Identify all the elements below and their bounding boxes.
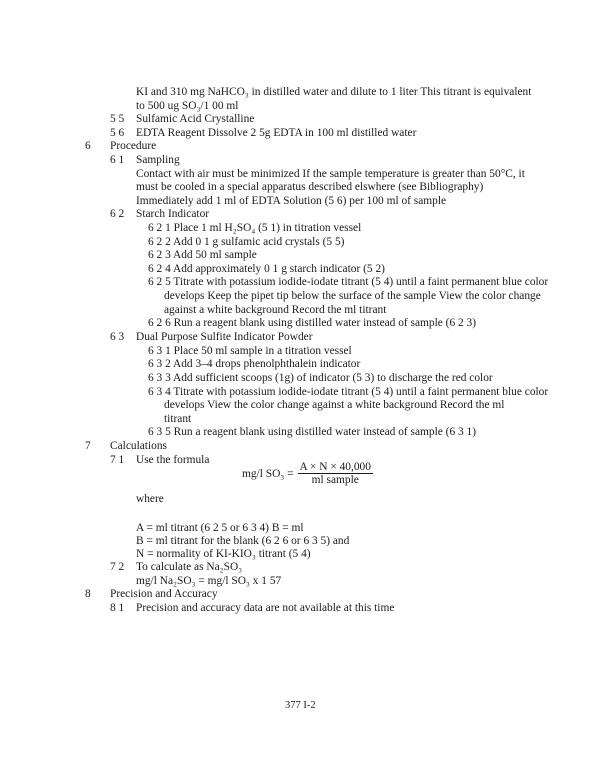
- section-heading: Procedure: [110, 140, 157, 152]
- text-line: KI and 310 mg NaHCO₃ in distilled water and dilute to 1 liter This titrant is equivalent: [136, 86, 532, 98]
- section-number: 7 2: [110, 561, 125, 573]
- definition: B = ml titrant for the blank (6 2 6 or 6 3 5) and: [136, 535, 350, 547]
- text-line: Precision and accuracy data are not available at this time: [136, 602, 395, 614]
- section-number: 6: [85, 140, 91, 152]
- section-heading: Sulfamic Acid Crystalline: [136, 113, 255, 125]
- step: 6 3 5 Run a reagent blank using distilled water instead of sample (6 3 1): [148, 426, 477, 438]
- text-line: Immediately add 1 ml of EDTA Solution (5 6) per 100 ml of sample: [136, 195, 447, 207]
- definition: A = ml titrant (6 2 5 or 6 3 4) B = ml: [136, 522, 304, 534]
- formula-fraction: [298, 461, 373, 486]
- step: 6 2 1 Place 1 ml H₂SO₄ (5 1) in titration vessel: [148, 222, 362, 234]
- text-line: titrant: [164, 413, 192, 425]
- page-number: 377 I-2: [285, 700, 316, 711]
- section-heading: Dual Purpose Sulfite Indicator Powder: [136, 331, 313, 343]
- step: 6 3 4 Titrate with potassium iodide-iodate titrant (5 4) until a faint permanent blue color: [148, 386, 549, 398]
- text-line: against a white background Record the ml titrant: [164, 304, 387, 316]
- formula-lhs: mg/l SO₃ =: [242, 467, 294, 480]
- section-heading: Use the formula: [136, 454, 210, 466]
- section-heading: EDTA Reagent Dissolve 2 5g EDTA in 100 ml distilled water: [136, 127, 417, 139]
- step: 6 2 4 Add approximately 0 1 g starch indicator (5 2): [148, 263, 385, 275]
- section-heading: Calculations: [110, 440, 167, 452]
- text-line: develops Keep the pipet tip below the surface of the sample View the color change: [164, 290, 541, 302]
- step: 6 2 2 Add 0 1 g sulfamic acid crystals (5 5): [148, 236, 345, 248]
- formula-denominator: ml sample: [311, 474, 359, 486]
- text-line: develops View the color change against a white background Record the ml: [164, 399, 505, 411]
- text-line: must be cooled in a special apparatus described elswhere (see Bibliography): [136, 181, 484, 193]
- formula-line: mg/l Na₂SO₃ = mg/l SO₃ x 1 57: [136, 575, 282, 587]
- section-heading: Precision and Accuracy: [110, 588, 218, 600]
- formula-numerator: A × N × 40,000: [299, 461, 371, 473]
- section-number: 7 1: [110, 454, 125, 466]
- formula: [242, 461, 373, 486]
- definition: N = normality of KI-KIO₃ titrant (5 4): [136, 548, 311, 560]
- text-line: to 500 ug SO₃/1 00 ml: [136, 100, 239, 112]
- step: 6 2 5 Titrate with potassium iodide-iodate titrant (5 4) until a faint permanent blue color: [148, 276, 549, 288]
- text-line: Contact with air must be minimized If the sample temperature is greater than 50°C, it: [136, 168, 525, 180]
- section-number: 6 3: [110, 331, 125, 343]
- section-heading: Starch Indicator: [136, 208, 210, 220]
- section-number: 5 5: [110, 113, 125, 125]
- step: 6 3 2 Add 3–4 drops phenolphthalein indicator: [148, 358, 361, 370]
- section-number: 5 6: [110, 127, 125, 139]
- section-number: 8: [85, 588, 91, 600]
- section-number: 8 1: [110, 602, 125, 614]
- section-heading: To calculate as Na₂SO₃: [136, 561, 243, 573]
- section-number: 7: [85, 440, 91, 452]
- step: 6 2 3 Add 50 ml sample: [148, 249, 257, 261]
- step: 6 3 1 Place 50 ml sample in a titration vessel: [148, 345, 352, 357]
- text-line: where: [136, 493, 164, 505]
- section-heading: Sampling: [136, 154, 180, 166]
- section-number: 6 1: [110, 154, 125, 166]
- step: 6 2 6 Run a reagent blank using distilled water instead of sample (6 2 3): [148, 317, 477, 329]
- step: 6 3 3 Add sufficient scoops (1g) of indicator (5 3) to discharge the red color: [148, 372, 493, 384]
- section-number: 6 2: [110, 208, 125, 220]
